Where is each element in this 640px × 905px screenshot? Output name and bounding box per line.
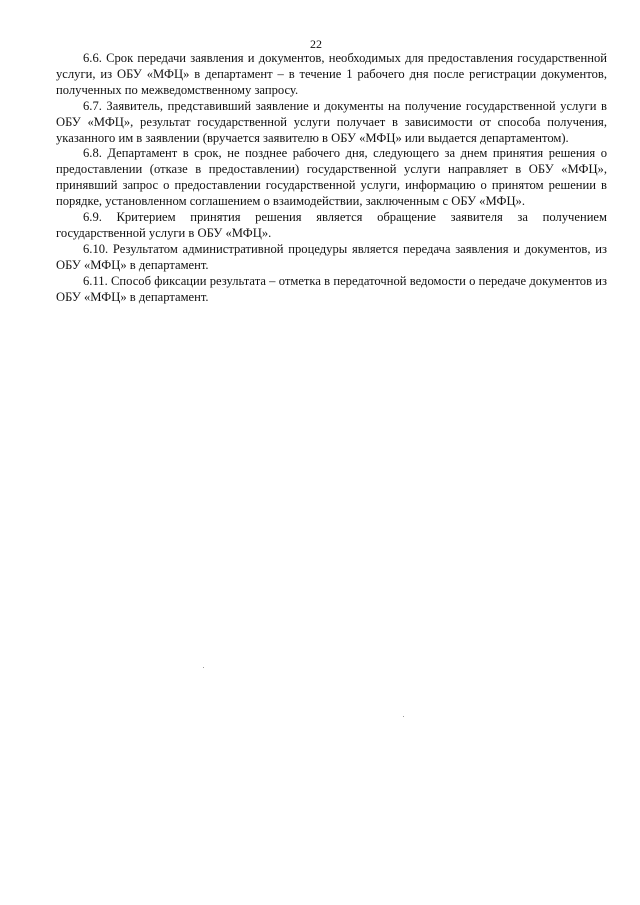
paragraph-6-8: 6.8. Департамент в срок, не позднее рабочего дня, следующего за днем принятия решения о предоставлении (отказе в предоставлении) государственной услуги направляет в ОБУ «МФЦ», принявший запрос о предоставлении государственной услуги, информацию о принятом решении в порядке, установленном соглашением о взаимодействии, заключенным с ОБУ «МФЦ». [56,146,607,209]
paragraph-6-7: 6.7. Заявитель, представивший заявление и документы на получение государственной услуги в ОБУ «МФЦ», результат государственной услуги получает в зависимости от способа получения, указанного им в заявлении (вручается заявителю в ОБУ «МФЦ» или выдается департаментом). [56,98,607,145]
paragraph-6-10: 6.10. Результатом административной процедуры является передача заявления и документов, из ОБУ «МФЦ» в департамент. [56,241,607,272]
paragraph-6-6: 6.6. Срок передачи заявления и документов, необходимых для предоставления государственной услуги, из ОБУ «МФЦ» в департамент – в течение 1 рабочего дня после регистрации документов, полученных по межведомственному запросу. [56,51,607,97]
scan-speck [403,716,404,717]
document-body [56,51,607,306]
scan-speck [203,667,204,668]
page-number: 22 [310,37,322,51]
paragraph-6-9: 6.9. Критерием принятия решения является обращение заявителя за получением государственной услуги в ОБУ «МФЦ». [56,210,607,240]
paragraph-6-11: 6.11. Способ фиксации результата – отметка в передаточной ведомости о передаче документов из ОБУ «МФЦ» в департамент. [56,273,607,304]
